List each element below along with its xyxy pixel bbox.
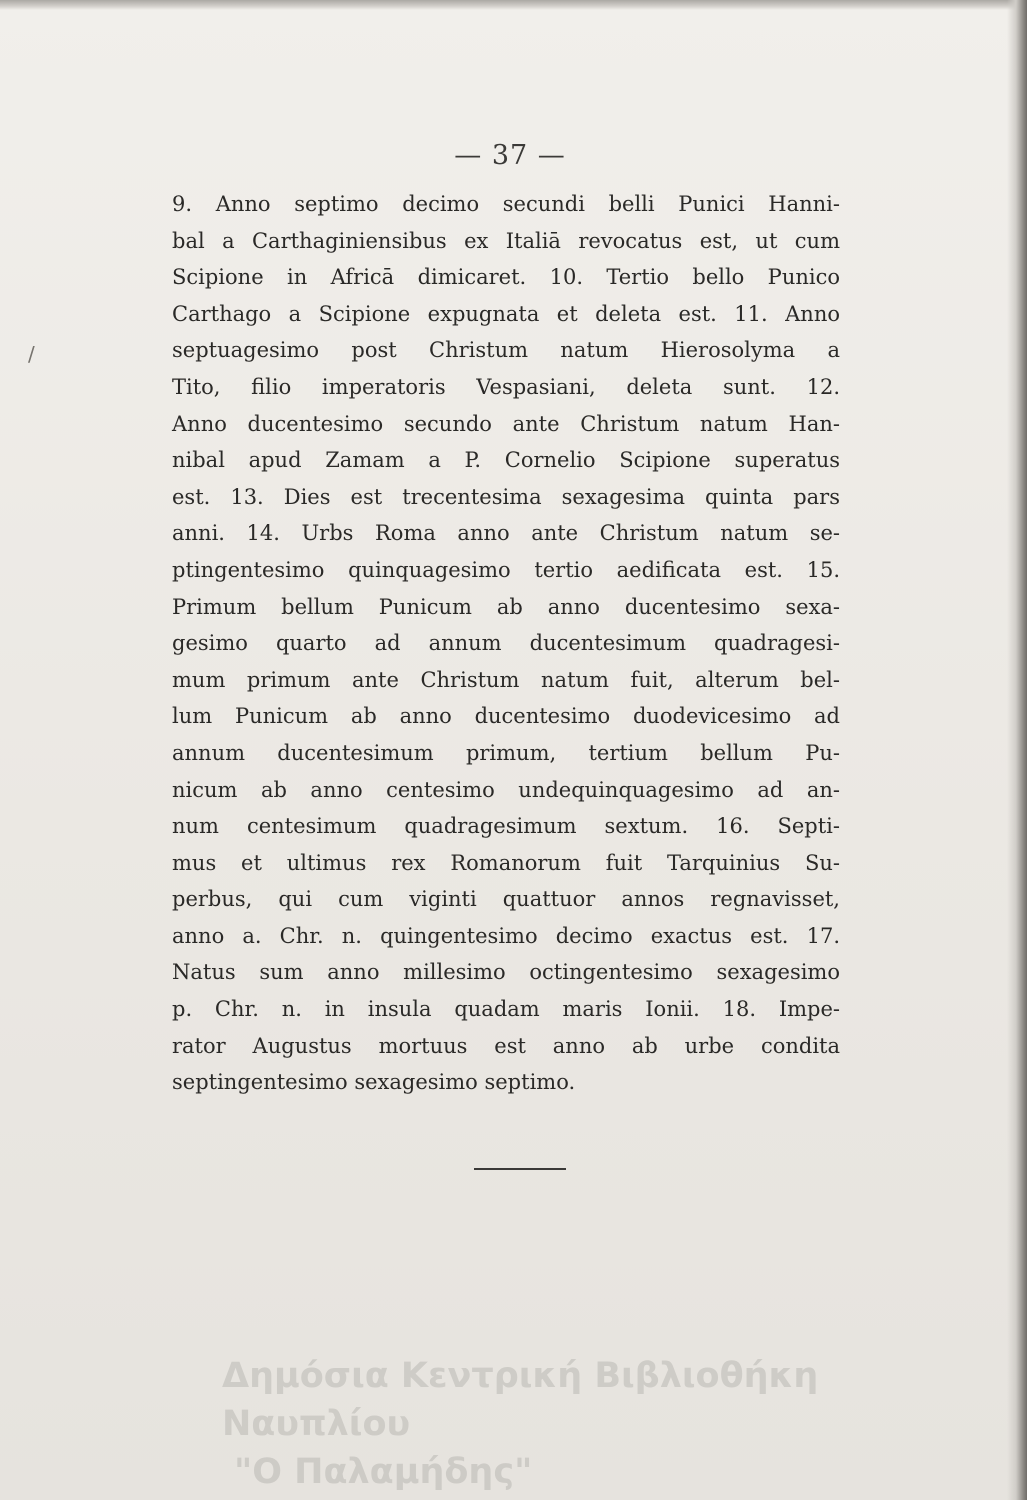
text-line: anno a. Chr. n. quingentesimo decimo exactus est. 17. [172,923,840,948]
text-line: mus et ultimus rex Romanorum fuit Tarquinius Su- [172,850,840,875]
page-number: — 37 — [454,140,566,171]
text-line: num centesimum quadragesimum sextum. 16. Septi- [172,814,840,839]
text-line: Anno ducentesimo secundo ante Christum natum Han- [172,411,840,436]
body-text [172,186,840,1101]
text-line: nibal apud Zamam a P. Cornelio Scipione superatus [172,448,840,473]
text-line: p. Chr. n. in insula quadam maris Ionii. 18. Impe- [172,997,840,1022]
text-line: mum primum ante Christum natum fuit, alterum bel- [172,667,840,692]
section-divider-rule [474,1168,566,1170]
text-line: perbus, qui cum viginti quattuor annos regnavisset, [172,887,840,912]
text-line: septingentesimo sexagesimo septimo. [172,1070,576,1095]
margin-mark: / [28,342,35,366]
text-line: nicum ab anno centesimo undequinquagesimo ad an- [172,777,840,802]
text-line: rator Augustus mortuus est anno ab urbe condita [172,1033,840,1058]
watermark-line-1: Δημόσια Κεντρική Βιβλιοθήκη Ναυπλίου [222,1356,819,1444]
library-watermark [222,1352,1002,1496]
text-line: ptingentesimo quinquagesimo tertio aedificata est. 15. [172,557,840,582]
page-top-edge [0,0,1027,10]
text-line: Tito, filio imperatoris Vespasiani, deleta sunt. 12. [172,374,840,399]
watermark-line-2: "Ο Παλαμήδης" [234,1452,533,1492]
text-line: gesimo quarto ad annum ducentesimum quadragesi- [172,631,840,656]
text-line: lum Punicum ab anno ducentesimo duodevicesimo ad [172,704,840,729]
text-line: Natus sum anno millesimo octingentesimo sexagesimo [172,960,840,985]
text-line: Scipione in Africā dimicaret. 10. Tertio bello Punico [172,265,840,290]
text-line: septuagesimo post Christum natum Hierosolyma a [172,338,840,363]
text-line: bal a Carthaginiensibus ex Italiā revocatus est, ut cum [172,228,840,253]
text-line: annum ducentesimum primum, tertium bellum Pu- [172,740,840,765]
page-right-edge [1007,0,1027,1500]
text-line: est. 13. Dies est trecentesima sexagesima quinta pars [172,484,840,509]
text-line: Carthago a Scipione expugnata et deleta est. 11. Anno [172,301,840,326]
text-line: 9. Anno septimo decimo secundi belli Punici Hanni- [172,192,840,216]
text-line: Primum bellum Punicum ab anno ducentesimo sexa- [172,594,840,619]
text-line: anni. 14. Urbs Roma anno ante Christum natum se- [172,521,840,546]
